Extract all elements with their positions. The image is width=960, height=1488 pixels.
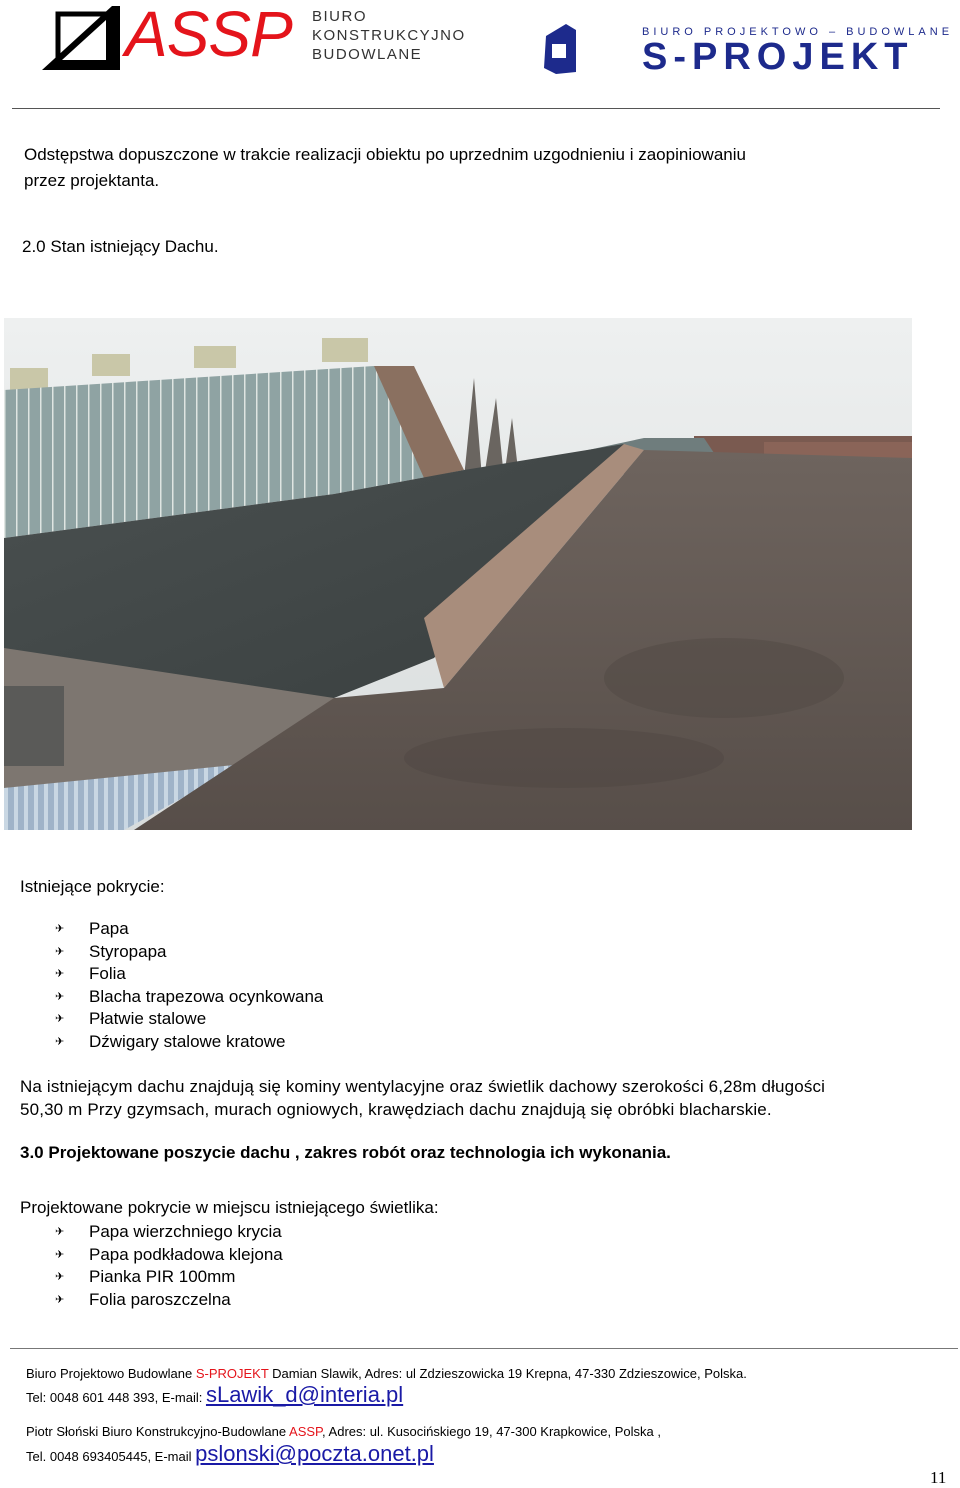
s-projekt-logo-mark: [540, 22, 580, 76]
s-projekt-subtitle: BIURO PROJEKTOWO – BUDOWLANE: [642, 26, 954, 38]
bullet-icon: ✈: [55, 923, 65, 935]
list-item: ✈ Płatwie stalowe: [55, 1009, 207, 1028]
roof-photo: [4, 318, 912, 830]
bullet-icon: ✈: [55, 1226, 65, 1238]
section-3-heading: 3.0 Projektowane poszycie dachu , zakres robót oraz technologia ich wykonania.: [20, 1143, 671, 1162]
footer-line-2: Tel: 0048 601 448 393, E-mail: sLawik_d@interia.pl: [26, 1382, 404, 1407]
section-2-heading: 2.0 Stan istniejący Dachu.: [22, 237, 219, 256]
footer-brand-s-projekt: S-PROJEKT: [195, 1366, 269, 1381]
bullet-icon: ✈: [55, 1013, 65, 1025]
header-divider: [12, 108, 940, 109]
intro-line-1: Odstępstwa dopuszczone w trakcie realizacji obiektu po uprzednim uzgodnieniu i zaopiniowaniu: [24, 145, 746, 164]
bullet-icon: ✈: [55, 1271, 65, 1283]
bullet-icon: ✈: [55, 1035, 65, 1048]
existing-covering-list: [0, 918, 600, 1053]
assp-subtitle-line3: BUDOWLANE: [312, 46, 423, 63]
assp-subtitle-line1: BIURO: [312, 8, 368, 25]
footer-line-1: Biuro Projektowo Budowlane S-PROJEKT Damian Slawik, Adres: ul Zdzieszowicka 19 Krepna, 47-330 Zdzieszowice, Polska.: [26, 1366, 747, 1381]
assp-subtitle-line2: KONSTRUKCYJNO: [312, 27, 466, 44]
list-item: ✈ Blacha trapezowa ocynkowana: [55, 986, 324, 1006]
s-projekt-name: S-PROJEKT: [642, 36, 914, 78]
list-item: ✈ Papa wierzchniego krycia: [55, 1222, 282, 1241]
assp-logo-text: ASSP: [125, 0, 292, 70]
bullet-icon: ✈: [55, 968, 65, 980]
bullet-icon: ✈: [55, 1293, 65, 1306]
footer-line-3: Piotr Słoński Biuro Konstrukcyjno-Budowlane ASSP, Adres: ul. Kusocińskiego 19, 47-300 Krapkowice, Polska ,: [26, 1424, 661, 1439]
projected-covering-list: [0, 1221, 600, 1311]
paragraph-line-2: 50,30 m Przy gzymsach, murach ogniowych, krawędziach dachu znajdują się obróbki blacharskie.: [20, 1100, 772, 1119]
list-item: ✈ Folia: [55, 964, 126, 983]
footer-line-4: Tel. 0048 693405445, E-mail pslonski@poczta.onet.pl: [26, 1441, 434, 1466]
page-number: 11: [930, 1468, 947, 1487]
list-item: ✈ Folia paroszczelna: [55, 1289, 231, 1309]
list-item: ✈ Styropapa: [55, 941, 167, 961]
roof-description-paragraph: [20, 1075, 940, 1121]
bullet-icon: ✈: [55, 945, 65, 958]
intro-line-2: przez projektanta.: [24, 171, 160, 190]
bullet-icon: ✈: [55, 990, 65, 1003]
list-item: ✈ Pianka PIR 100mm: [55, 1267, 236, 1286]
paragraph-line-1: Na istniejącym dachu znajdują się kominy wentylacyjne oraz świetlik dachowy szerokości 6,28m długości: [20, 1077, 826, 1096]
bullet-icon: ✈: [55, 1248, 65, 1261]
projected-covering-title: Projektowane pokrycie w miejscu istniejącego świetlika:: [20, 1198, 439, 1217]
list-item: ✈ Dźwigary stalowe kratowe: [55, 1031, 286, 1051]
email-link-slawik[interactable]: sLawik_d@interia.pl: [205, 1382, 404, 1407]
list-item: ✈ Papa: [55, 919, 129, 938]
list-item: ✈ Papa podkładowa klejona: [55, 1244, 283, 1264]
assp-logo-mark: [40, 4, 120, 70]
email-link-pslonski[interactable]: pslonski@poczta.onet.pl: [195, 1441, 434, 1466]
existing-covering-title: Istniejące pokrycie:: [20, 877, 165, 896]
footer-brand-assp: ASSP: [289, 1424, 323, 1439]
footer-divider: [10, 1348, 958, 1349]
